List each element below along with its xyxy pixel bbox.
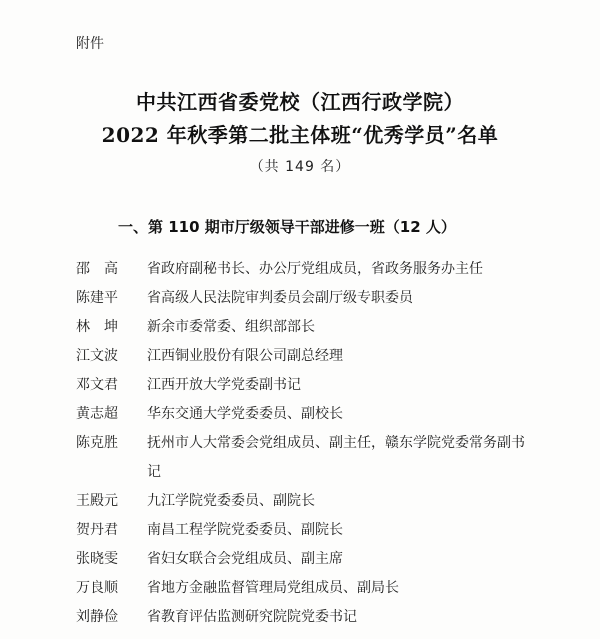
list-item — [0, 371, 600, 400]
member-title: 南昌工程学院党委委员、副院长 — [147, 522, 343, 538]
member-name: 江文波 — [76, 348, 118, 364]
list-item — [0, 400, 600, 429]
document-title-line-1: 中共江西省委党校（江西行政学院） — [136, 90, 464, 114]
member-title: 省地方金融监督管理局党组成员、副局长 — [147, 580, 399, 596]
member-title: 抚州市人大常委会党组成员、副主任，赣东学院党委常务副书记 — [147, 435, 525, 480]
member-title: 九江学院党委委员、副院长 — [147, 493, 315, 509]
attachment-label: 附件 — [76, 36, 104, 52]
list-item — [0, 284, 600, 313]
member-name: 邵 高 — [76, 261, 118, 277]
list-item — [0, 516, 600, 545]
member-title: 省政府副秘书长、办公厅党组成员，省政务服务办主任 — [147, 261, 483, 277]
member-name: 林 坤 — [76, 319, 118, 335]
list-item — [0, 255, 600, 284]
member-title: 新余市委常委、组织部部长 — [147, 319, 315, 335]
member-name: 黄志超 — [76, 406, 118, 422]
list-item — [0, 574, 600, 603]
member-title: 华东交通大学党委委员、副校长 — [147, 406, 343, 422]
member-title: 省教育评估监测研究院院党委书记 — [147, 609, 357, 625]
member-name: 万良顺 — [76, 580, 118, 596]
member-title: 江西开放大学党委副书记 — [147, 377, 301, 393]
member-title: 省妇女联合会党组成员、副主席 — [147, 551, 343, 567]
member-name: 邓文君 — [76, 377, 118, 393]
total-count: （共 149 名） — [249, 159, 351, 175]
section-heading: 一、第 110 期市厅级领导干部进修一班（12 人） — [118, 218, 456, 236]
member-list — [0, 255, 600, 632]
list-item — [0, 487, 600, 516]
member-name: 王殿元 — [76, 493, 118, 509]
member-name: 陈克胜 — [76, 435, 118, 451]
member-name: 陈建平 — [76, 290, 118, 306]
member-name: 刘静俭 — [76, 609, 118, 625]
list-item — [0, 545, 600, 574]
list-item — [0, 603, 600, 632]
list-item — [0, 313, 600, 342]
member-name: 贺丹君 — [76, 522, 118, 538]
member-name: 张晓雯 — [76, 551, 118, 567]
member-title: 江西铜业股份有限公司副总经理 — [147, 348, 343, 364]
document-title-line-2: 2022 年秋季第二批主体班“优秀学员”名单 — [101, 123, 499, 147]
list-item — [0, 342, 600, 371]
list-item — [0, 429, 600, 487]
member-title: 省高级人民法院审判委员会副厅级专职委员 — [147, 290, 413, 306]
